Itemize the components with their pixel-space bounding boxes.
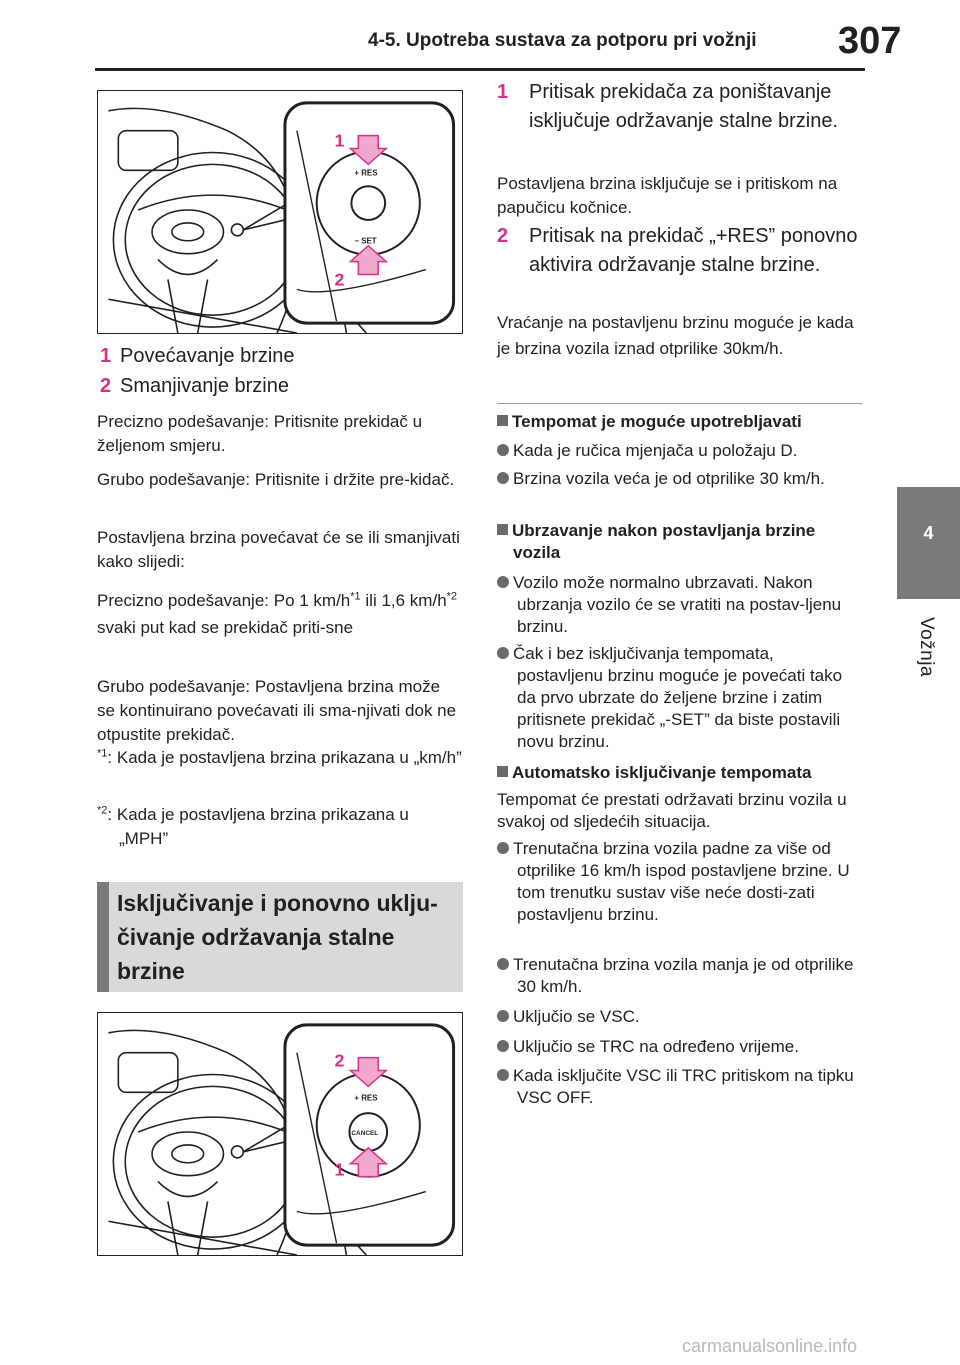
bullet-text: Čak i bez isključivanja tempomata, postavljenu brzinu moguće je povećati tako da prvo ubrzate do željene brzine i zatim pritisnete prekidač „-SET” da biste postavili novu brzinu. (513, 644, 843, 751)
bullet-item (497, 572, 862, 638)
subheading (497, 762, 862, 784)
bullet-icon (497, 1010, 509, 1022)
item-increase (100, 342, 460, 371)
res-button-label: + RES (354, 168, 378, 178)
callout-1: 1 (334, 1159, 345, 1180)
bullet-text: Trenutačna brzina vozila manja je od otprilike 30 km/h. (513, 955, 854, 996)
footnote-ref: *1 (350, 590, 361, 603)
callout-2: 2 (334, 1050, 345, 1071)
item-number: 1 (100, 345, 112, 367)
bullet-text: Trenutačna brzina vozila padne za više od otprilike 16 km/h ispod postavljene brzine. U tom trenutku sustav više neće dosti-zati postavljenu brzinu. (513, 839, 850, 924)
paragraph: Tempomat će prestati održavati brzinu vozila u svakoj od sljedećih situacija. (497, 790, 847, 831)
item-decrease (100, 372, 460, 401)
square-bullet-icon (497, 766, 508, 777)
footnote-ref: *2 (446, 590, 458, 603)
bullet-text: Brzina vozila veća je od otprilike 30 km/h. (513, 469, 825, 488)
steering-wheel-illustration-2 (98, 1013, 462, 1255)
separator-line (497, 403, 862, 404)
footnote-mark: *2 (97, 804, 108, 817)
step-number: 1 (497, 81, 509, 103)
step-note: Postavljena brzina isključuje se i pritiskom na papučicu kočnice. (497, 174, 838, 217)
bullet-item (497, 1065, 862, 1109)
footnote-1 (97, 746, 462, 770)
bullet-text: Kada je ručica mjenjača u položaju D. (513, 441, 798, 460)
bullet-icon (497, 576, 509, 588)
cancel-button-label: CANCEL (351, 1129, 379, 1137)
bullet-icon (497, 647, 509, 659)
bullet-icon (497, 958, 509, 970)
subheading-text: Automatsko isključivanje tempomata (512, 763, 812, 782)
bullet-icon (497, 1069, 509, 1081)
paragraph-fine-step (97, 587, 462, 641)
bullet-item (497, 954, 862, 998)
footnote-text: : Kada je postavljena brzina prikazana u „MPH” (107, 805, 409, 848)
bullet-icon (497, 1040, 509, 1052)
text-span: Precizno podešavanje: Po 1 km/h (97, 591, 351, 610)
paragraph: Precizno podešavanje: Pritisnite prekidač u željenom smjeru. (97, 412, 423, 455)
bullet-item (497, 468, 862, 490)
figure-cancel-resume (97, 1012, 463, 1256)
item-number: 2 (100, 375, 112, 397)
chapter-number: 4 (923, 523, 934, 543)
paragraph: Grubo podešavanje: Postavljena brzina može se kontinuirano povećavati ili sma-njivati dok ne otpustite prekidač. (97, 677, 457, 744)
subheading (497, 520, 862, 564)
bullet-icon (497, 472, 509, 484)
bullet-text: Vozilo može normalno ubrzavati. Nakon ubrzanja vozilo će se vratiti na postav-ljenu brzinu. (513, 573, 842, 636)
watermark[interactable]: carmanualsonline.info (682, 1336, 858, 1356)
bullet-item (497, 440, 862, 462)
bullet-icon (497, 842, 509, 854)
step-2 (497, 222, 862, 280)
section-heading-bar (97, 882, 109, 992)
section-title: 4-5. Upotreba sustava za potporu pri vožnji (368, 30, 757, 51)
item-text: Povećavanje brzine (120, 345, 295, 367)
callout-2: 2 (334, 269, 345, 290)
bullet-item (497, 1036, 862, 1058)
footnote-2 (97, 803, 462, 851)
paragraph: Postavljena brzina povećavat će se ili smanjivati kako slijedi: (97, 528, 460, 571)
subheading-text: Tempomat je moguće upotrebljavati (512, 412, 802, 431)
steering-wheel-illustration-1 (98, 91, 462, 333)
square-bullet-icon (497, 415, 508, 426)
text-span: svaki put kad se prekidač priti-sne (97, 618, 354, 637)
callout-1: 1 (334, 130, 345, 151)
section-heading-box (97, 882, 463, 992)
text-span: ili 1,6 km/h (360, 591, 447, 610)
step-text: Pritisak na prekidač „+RES” ponovno aktivira održavanje stalne brzine. (529, 225, 858, 276)
footnote-text: : Kada je postavljena brzina prikazana u „km/h” (107, 748, 462, 767)
bullet-text: Uključio se TRC na određeno vrijeme. (513, 1037, 799, 1056)
square-bullet-icon (497, 524, 508, 535)
bullet-text: Uključio se VSC. (513, 1007, 640, 1026)
step-note: Vraćanje na postavljenu brzinu moguće je kada je brzina vozila iznad otprilike 30km/h. (497, 313, 854, 358)
step-text: Pritisak prekidača za poništavanje isključuje održavanje stalne brzine. (529, 81, 839, 132)
chapter-tab (897, 487, 960, 599)
header-rule (95, 68, 865, 71)
chapter-name: Vožnja (916, 616, 937, 678)
set-button-label: − SET (354, 236, 377, 246)
subheading (497, 410, 862, 434)
paragraph: Grubo podešavanje: Pritisnite i držite pre-kidač. (97, 470, 455, 489)
subheading-text: Ubrzavanje nakon postavljanja brzine vozila (512, 521, 816, 562)
bullet-item (497, 1006, 862, 1028)
bullet-item (497, 838, 862, 926)
chapter-name-vertical (912, 612, 940, 682)
step-number: 2 (497, 225, 509, 247)
item-text: Smanjivanje brzine (120, 375, 289, 397)
res-button-label: + RES (354, 1093, 378, 1103)
figure-speed-adjust (97, 90, 463, 334)
page-number: 307 (838, 20, 902, 62)
footnote-mark: *1 (97, 747, 108, 760)
step-1 (497, 78, 862, 136)
bullet-icon (497, 444, 509, 456)
section-heading: Isključivanje i ponovno uklju-čivanje održavanja stalne brzine (117, 890, 438, 984)
bullet-text: Kada isključite VSC ili TRC pritiskom na tipku VSC OFF. (513, 1066, 854, 1107)
bullet-item (497, 643, 862, 753)
